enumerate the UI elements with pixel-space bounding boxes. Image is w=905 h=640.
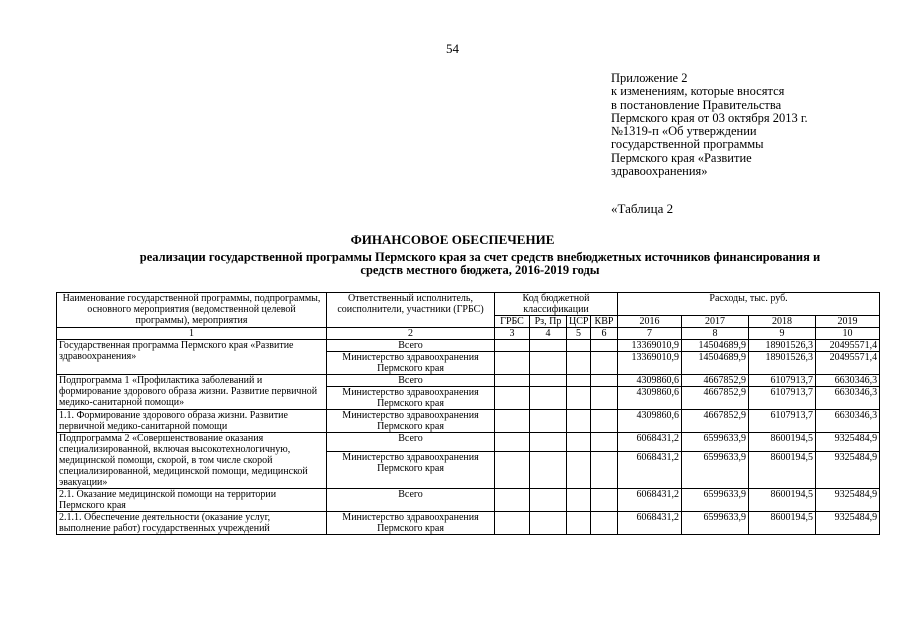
kvr-cell [591, 387, 618, 410]
rzpr-cell [530, 452, 567, 489]
amount-2018: 8600194,5 [749, 452, 816, 489]
amount-2016: 13369010,9 [618, 352, 682, 375]
amount-2019: 6630346,3 [816, 387, 880, 410]
amount-2019: 20495571,4 [816, 340, 880, 352]
header-executor: Ответственный исполнитель, соисполнители, участники (ГРБС) [327, 293, 495, 328]
kvr-cell [591, 489, 618, 512]
table-row [57, 340, 880, 352]
column-number: 6 [591, 328, 618, 340]
header-expenses: Расходы, тыс. руб. [618, 293, 880, 316]
csr-cell [567, 387, 591, 410]
amount-2019: 6630346,3 [816, 410, 880, 433]
amount-2016: 13369010,9 [618, 340, 682, 352]
kvr-cell [591, 512, 618, 535]
executor-cell: Министерство здравоохранения Пермского края [327, 452, 495, 489]
amount-2016: 4309860,6 [618, 410, 682, 433]
amount-2017: 4667852,9 [682, 375, 749, 387]
grbs-cell [495, 433, 530, 452]
amount-2016: 4309860,6 [618, 375, 682, 387]
header-2017: 2017 [682, 316, 749, 328]
rzpr-cell [530, 387, 567, 410]
amount-2018: 18901526,3 [749, 352, 816, 375]
program-name: 1.1. Формирование здорового образа жизни. Развитие первичной медико-санитарной помощи [57, 410, 327, 433]
column-number: 2 [327, 328, 495, 340]
header-2016: 2016 [618, 316, 682, 328]
amount-2019: 9325484,9 [816, 452, 880, 489]
amount-2017: 6599633,9 [682, 452, 749, 489]
amount-2017: 6599633,9 [682, 433, 749, 452]
table-reference: «Таблица 2 [611, 201, 674, 216]
amount-2017: 14504689,9 [682, 340, 749, 352]
csr-cell [567, 340, 591, 352]
csr-cell [567, 352, 591, 375]
finance-table-body [57, 293, 880, 535]
amount-2016: 6068431,2 [618, 433, 682, 452]
amount-2018: 8600194,5 [749, 433, 816, 452]
document-subtitle: реализации государственной программы Пермского края за счет средств внебюджетных источников финансирования и средств местного бюджета, 2016-2019 годы [139, 250, 821, 277]
amount-2016: 6068431,2 [618, 512, 682, 535]
kvr-cell [591, 375, 618, 387]
amount-2018: 6107913,7 [749, 375, 816, 387]
appendix-line: №1319-п «Об утверждении [611, 124, 757, 139]
amount-2016: 4309860,6 [618, 387, 682, 410]
appendix-line: Приложение 2 [611, 71, 688, 85]
executor-cell: Всего [327, 489, 495, 512]
appendix-line: Пермского края «Развитие [611, 150, 752, 165]
csr-cell [567, 512, 591, 535]
grbs-cell [495, 512, 530, 535]
csr-cell [567, 375, 591, 387]
appendix-line: государственной программы [611, 137, 764, 152]
table-header-row [57, 293, 880, 316]
header-code: Код бюджетной классификации [495, 293, 618, 316]
amount-2017: 4667852,9 [682, 410, 749, 433]
amount-2017: 14504689,9 [682, 352, 749, 375]
rzpr-cell [530, 433, 567, 452]
amount-2016: 6068431,2 [618, 452, 682, 489]
grbs-cell [495, 387, 530, 410]
appendix-line: Пермского края от 03 октября 2013 г. [611, 110, 808, 125]
header-csr: ЦСР [567, 316, 591, 328]
column-number: 1 [57, 328, 327, 340]
header-name: Наименование государственной программы, подпрограммы, основного мероприятия (ведомственной целевой программы), мероприятия [57, 293, 327, 328]
amount-2018: 6107913,7 [749, 387, 816, 410]
finance-table [56, 292, 880, 535]
appendix-block [611, 72, 881, 178]
rzpr-cell [530, 512, 567, 535]
executor-cell: Всего [327, 375, 495, 387]
program-name: 2.1.1. Обеспечение деятельности (оказание услуг, выполнение работ) государственных учреждений [57, 512, 327, 535]
rzpr-cell [530, 410, 567, 433]
table-row [57, 410, 880, 433]
program-name: Подпрограмма 2 «Совершенствование оказания специализированной, включая высокотехнологичную, медицинской помощи, скорой, в том числе скорой специализированной, медицинской помощи, медицинской эвакуации» [57, 433, 327, 489]
grbs-cell [495, 375, 530, 387]
csr-cell [567, 433, 591, 452]
amount-2019: 9325484,9 [816, 512, 880, 535]
csr-cell [567, 410, 591, 433]
kvr-cell [591, 340, 618, 352]
amount-2019: 6630346,3 [816, 375, 880, 387]
appendix-line: здравоохранения» [611, 164, 708, 179]
grbs-cell [495, 340, 530, 352]
rzpr-cell [530, 340, 567, 352]
column-number: 5 [567, 328, 591, 340]
amount-2017: 6599633,9 [682, 489, 749, 512]
document-title: ФИНАНСОВОЕ ОБЕСПЕЧЕНИЕ [350, 232, 555, 247]
executor-cell: Министерство здравоохранения Пермского края [327, 387, 495, 410]
program-name: 2.1. Оказание медицинской помощи на территории Пермского края [57, 489, 327, 512]
rzpr-cell [530, 489, 567, 512]
table-row [57, 489, 880, 512]
rzpr-cell [530, 375, 567, 387]
column-number: 3 [495, 328, 530, 340]
csr-cell [567, 489, 591, 512]
amount-2017: 4667852,9 [682, 387, 749, 410]
column-number: 10 [816, 328, 880, 340]
amount-2018: 8600194,5 [749, 512, 816, 535]
amount-2019: 20495571,4 [816, 352, 880, 375]
header-rzpr: Рз, Пр [530, 316, 567, 328]
page-number: 54 [446, 41, 459, 56]
amount-2018: 18901526,3 [749, 340, 816, 352]
executor-cell: Министерство здравоохранения Пермского края [327, 352, 495, 375]
amount-2018: 8600194,5 [749, 489, 816, 512]
table-row [57, 512, 880, 535]
executor-cell: Всего [327, 433, 495, 452]
amount-2018: 6107913,7 [749, 410, 816, 433]
appendix-line: в постановление Правительства [611, 97, 782, 112]
amount-2017: 6599633,9 [682, 512, 749, 535]
program-name: Подпрограмма 1 «Профилактика заболеваний и формирование здорового образа жизни. Развитие первичной медико-санитарной помощи» [57, 375, 327, 410]
column-number: 8 [682, 328, 749, 340]
kvr-cell [591, 352, 618, 375]
kvr-cell [591, 452, 618, 489]
csr-cell [567, 452, 591, 489]
executor-cell: Министерство здравоохранения Пермского края [327, 512, 495, 535]
rzpr-cell [530, 352, 567, 375]
amount-2016: 6068431,2 [618, 489, 682, 512]
executor-cell: Министерство здравоохранения Пермского края [327, 410, 495, 433]
grbs-cell [495, 352, 530, 375]
grbs-cell [495, 489, 530, 512]
kvr-cell [591, 410, 618, 433]
amount-2019: 9325484,9 [816, 433, 880, 452]
column-number: 4 [530, 328, 567, 340]
grbs-cell [495, 452, 530, 489]
amount-2019: 9325484,9 [816, 489, 880, 512]
program-name: Государственная программа Пермского края «Развитие здравоохранения» [57, 340, 327, 375]
table-row [57, 433, 880, 452]
header-kvr: КВР [591, 316, 618, 328]
column-number: 9 [749, 328, 816, 340]
header-grbs: ГРБС [495, 316, 530, 328]
table-row [57, 375, 880, 387]
executor-cell: Всего [327, 340, 495, 352]
header-2018: 2018 [749, 316, 816, 328]
header-2019: 2019 [816, 316, 880, 328]
kvr-cell [591, 433, 618, 452]
column-number-row [57, 328, 880, 340]
grbs-cell [495, 410, 530, 433]
column-number: 7 [618, 328, 682, 340]
appendix-line: к изменениям, которые вносятся [611, 84, 785, 99]
